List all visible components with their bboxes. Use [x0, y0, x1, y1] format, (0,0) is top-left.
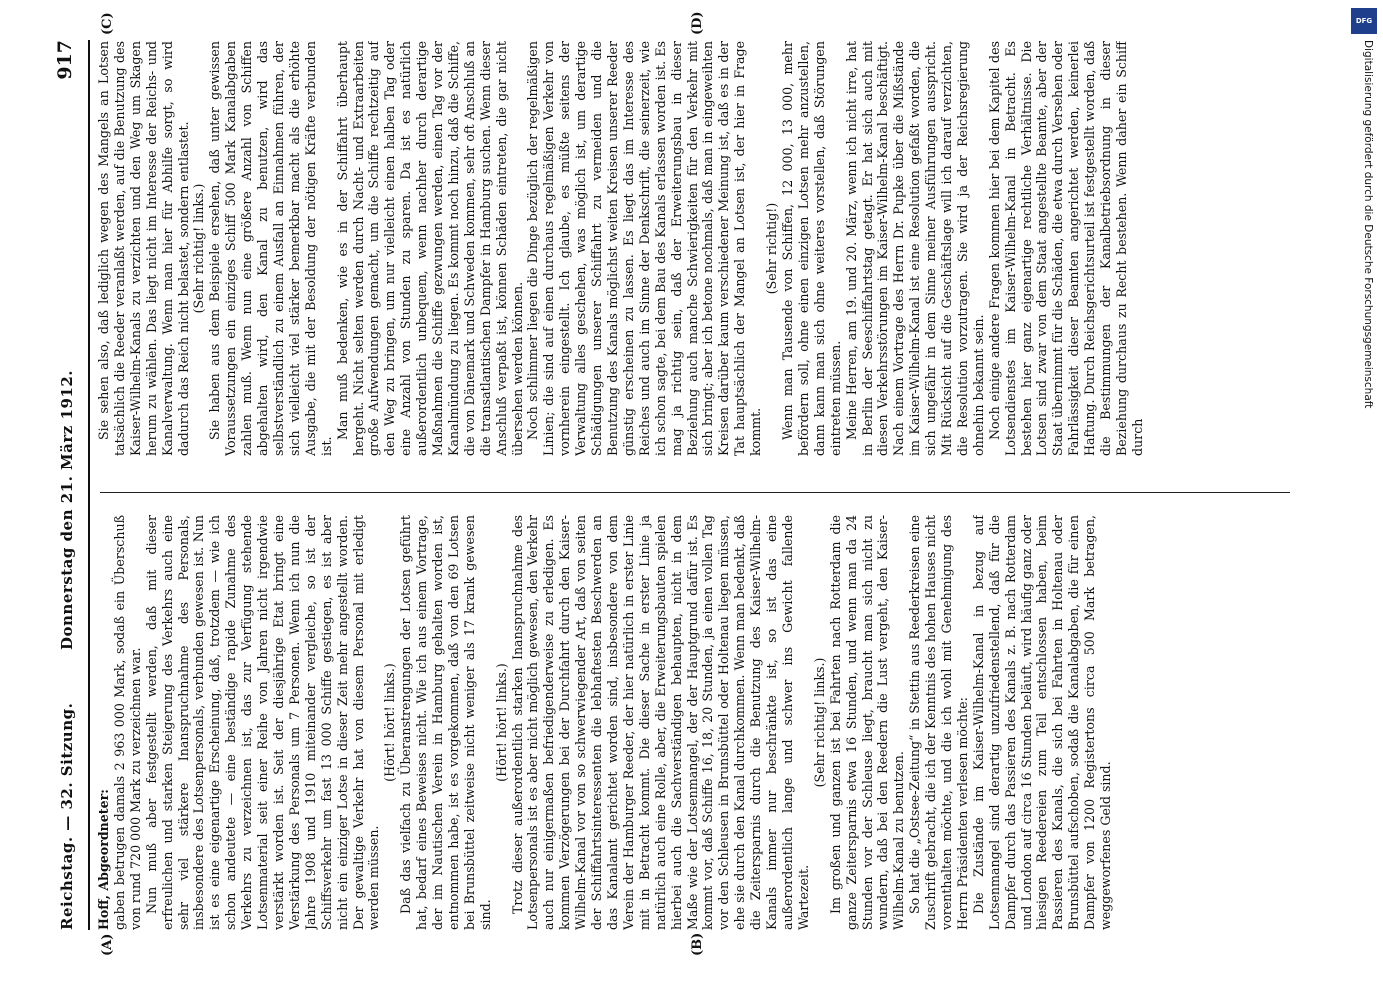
interjection: (Hört! hört! links.): [382, 663, 398, 782]
dfg-logo: DFG: [1351, 8, 1377, 34]
paragraph: Nun muß aber festgestellt werden, daß mit dieser erfreulichen und starken Steigerung des Verkehrs auch eine sehr viel stärkere Inanspruchnahme des Personals, insbesondere des Lotsenpersonals, verbunden gewesen ist. Nun ist es eine eigenartige Erscheinung, daß, trotzdem — wie ich schon andeutete — eine beständige rapide Zunahme des Verkehrs zu verzeichnen ist, das zur Verfügung stehende Lotsenmaterial seit einer Reihe von Jahren nicht irgendwie verstärkt worden ist. Seit der diesjährige Etat bringt eine Verstärkung des Personals um 7 Personen. Wenn ich nun die Jahre 1908 und 1910 miteinander vergleiche, so ist der Schiffsverkehr um fast 13 000 Schiffe gestiegen, es ist aber nicht ein einziger Lotse in dieser Zeit mehr angestellt worden. Der gewaltige Verkehr hat von diesem Personal mit erledigt werden müssen.: [143, 515, 382, 930]
digitization-credit: Digitalisierung gefördert durch die Deutsche Forschungsgemeinschaft: [1362, 40, 1374, 409]
paragraph: Man muß bedenken, wie es in der Schiffahrt überhaupt hergeht. Nicht selten werden durch Nacht- und Extraarbeiten große Aufwendungen gemacht, um die Schiffe rechtzeitig auf den Weg zu bringen, um nur vielleicht einen halben Tag oder eine Anzahl von Stunden zu sparen. Da ist es natürlich außerordentlich unbequem, wenn nachher durch derartige Maßnahmen die Schiffe gezwungen werden, einen Tag vor der Kanalmündung zu liegen. Es kommt noch hinzu, daß die Schiffe, die von Dänemark und Schweden kommen, sehr oft Anschluß an die transatlantischen Dampfer in Hamburg suchen. Wenn dieser Anschluß verpaßt ist, können Schäden eintreten, die gar nicht übersehen werden können.: [334, 41, 525, 456]
paragraph: Sie haben aus dem Beispiele ersehen, daß unter gewissen Voraussetzungen ein einziges Schiff 500 Mark Kanalabgaben zahlen muß. Wenn nun eine größere Anzahl von Schiffen abgehalten wird, den Kanal zu benutzen, wird das selbstverständlich zu einem Ausfall an Einnahmen führen, der sich vielleicht viel stärker bemerkbar macht als die erhöhte Ausgabe, die mit der Besoldung der nötigen Kräfte verbunden ist.: [207, 41, 334, 456]
right-column: [96, 41, 1291, 456]
paragraph: Wenn man Tausende von Schiffen, 12 000, 13 000, mehr befördern soll, ohne einen einzigen Lotsen mehr anzustellen, dann kann man sich ohne weiteres vorstellen, daß Störungen eintreten müssen.: [779, 41, 843, 456]
paragraph: Noch einige andere Fragen kommen hier bei dem Kapitel des Lotsendienstes im Kaiser-Wilhelm-Kanal in Betracht. Es bestehen hier ganz eigenartige rechtliche Verhältnisse. Die Lotsen sind zwar von dem Staat angestellte Beamte, aber der Staat übernimmt für die Schäden, die etwa durch Versehen oder Fahrlässigkeit dieser Beamten angerichtet werden, keinerlei Haftung. Durch Reichsgerichtsurteil ist festgestellt worden, daß die Bestimmungen der Kanalbetriebsordnung in dieser Beziehung durchaus zu Recht bestehen. Wenn daher ein Schiff durch: [986, 41, 1145, 456]
paragraph: Sie sehen also, daß lediglich wegen des Mangels an Lotsen tatsächlich die Reeder veranlaßt werden, auf die Benutzung des Kaiser-Wilhelm-Kanals zu verzichten und den Weg um Skagen herum zu wählen. Das liegt nicht im Interesse der Reichs- und Kanalverwaltung. Wenn man hier für Abhilfe sorgt, so wird dadurch das Reich nicht belastet, sondern entlastet.: [96, 41, 191, 456]
quoted-letter: Die Zustände im Kaiser-Wilhelm-Kanal in bezug auf Lotsenmangel sind derartig unzufriedenstellend, daß für die Dampfer durch das Passieren des Kanals z. B. nach Rotterdam und London auf circa 16 Stunden beläuft, wird häufig ganz oder hiesigen Reedereien zum Teil entschlossen haben, beim Passieren des Kanals, die sich bei Fahrten in Holtenau oder Brunsbüttel aufschoben, sodaß die Kanalabgaben, die für einen Dampfer von 1200 Registertons circa 500 Mark betragen, weggeworfenes Geld sind.: [970, 515, 1114, 930]
interjection: (Sehr richtig! links.): [811, 657, 827, 788]
paragraph: Daß das vielfach zu Überanstrengungen der Lotsen geführt hat, bedarf eines Beweises nicht. Wie ich aus einem Vortrage, der im Nautischen Verein in Hamburg gehalten worden ist, entnommen habe, ist es vorgekommen, daß von den 69 Lotsen bei Brunsbüttel zeitweise nicht weniger als 17 krank gewesen sind.: [398, 515, 493, 930]
paragraph: Im großen und ganzen ist bei Fahrten nach Rotterdam die ganze Zeitersparnis etwa 16 Stunden, und wenn man da 24 Stunden vor der Schleuse liegt, braucht man sich nicht zu wundern, daß bei den Reedern die Lust vergeht, den Kaiser-Wilhelm-Kanal zu benutzen.: [827, 515, 907, 930]
header-session: Reichstag. — 32. Sitzung.: [58, 702, 76, 930]
page-number: 917: [54, 40, 76, 80]
interjection: (Hört! hört! links.): [493, 663, 509, 782]
margin-marker-a: (A): [100, 933, 115, 956]
interjection: (Sehr richtig!): [764, 202, 780, 295]
paragraph: Meine Herren, am 19. und 20. März, wenn ich nicht irre, hat in Berlin der Seeschiffahrtstag getagt. Er hat sich auch mit diesen Verkehrsstörungen im Kaiser-Wilhelm-Kanal beschäftigt. Nach einem Vortrage des Herrn Dr. Pupke über die Mißstände im Kaiser-Wilhelm-Kanal ist eine Resolution gefaßt worden, die sich ungefähr in dem Sinne meiner Ausführungen ausspricht. Mit Rücksicht auf die Geschäftslage will ich darauf verzichten, die Resolution vorzutragen. Sie wird ja der Reichsregierung ohnehin bekannt sein.: [843, 41, 986, 456]
column-rule: [100, 492, 1290, 493]
interjection: (Sehr richtig! links.): [191, 183, 207, 314]
margin-marker-c: (C): [100, 12, 115, 35]
margin-marker-d: (D): [690, 11, 705, 35]
left-column: [96, 515, 1291, 930]
header-date: Donnerstag den 21. März 1912.: [58, 370, 76, 650]
paragraph: So hat die „Ostsee-Zeitung“ in Stettin aus Reederkreisen eine Zuschrift gebracht, die ich der Kenntnis des hohen Hauses nicht vorenthalten möchte, und die ich wohl mit Genehmigung des Herrn Präsidenten verlesen möchte:: [907, 515, 970, 930]
margin-marker-b: (B): [690, 932, 705, 956]
speaker-label: Hoff, Abgeordneter:: [96, 789, 111, 930]
paragraph: Trotz dieser außerordentlich starken Inanspruchnahme des Lotsenpersonals ist es aber nicht möglich gewesen, den Verkehr auch nur einigermaßen befriedigenderweise zu erledigen. Es kommen Verzögerungen bei der Durchfahrt durch den Kaiser-Wilhelm-Kanal vor von so schwerwiegender Art, daß von seiten der Schiffahrtsinteressenten die lebhaftesten Beschwerden an das Kanalamt gerichtet worden sind, insbesondere von dem Verein der Hamburger Reeder, der hier natürlich in erster Linie mit in Betracht kommt. Die dieser Sache in erster Linie ja natürlich auch eine Rolle, aber, die Erweiterungsbauten spielen hierbei auch die Sachverständigen behaupten, nicht in dem Maße wie der Lotsenmangel, der der Hauptgrund dafür ist. Es kommt vor, daß Schiffe 16, 18, 20 Stunden, ja einen vollen Tag vor den Schleusen in Brunsbüttel oder Holtenau liegen müssen, ehe sie durch den Kanal durchkommen. Wenn man bedenkt, daß die Zeitersparnis durch die Benutzung des Kaiser-Wilhelm-Kanals immer nur beschränkte ist, so ist das eine außerordentlich lange und schwer ins Gewicht fallende Wartezeit.: [509, 515, 811, 930]
page-header: [48, 40, 90, 930]
paragraph: gaben betrugen damals 2 963 000 Mark, sodaß ein Überschuß von rund 720 000 Mark zu verzeichnen war.: [111, 515, 143, 930]
paragraph: Noch schlimmer liegen die Dinge bezüglich der regelmäßigen Linien; die sind auf einen durchaus regelmäßigen Verkehr von vornherein eingestellt. Ich glaube, es müßte seitens der Verwaltung alles geschehen, was möglich ist, um derartige Schädigungen unserer Schiffahrt zu vermeiden und die Benutzung des Kanals möglichst weiten Kreisen unserer Reeder günstig erscheinen zu lassen. Es liegt das im Interesse des Reiches und auch im Sinne der Denkschrift, die seinerzeit, wie ich schon sagte, bei dem Bau des Kanals erlassen worden ist. Es mag ja richtig sein, daß der Erweiterungsbau in dieser Beziehung auch manche Schwierigkeiten für den Verkehr mit sich bringt; aber ich betone nochmals, daß man in eingeweihten Kreisen darüber kaum verschiedener Meinung ist, daß es in der Tat hauptsächlich der Mangel an Lotsen ist, der hier in Frage kommt.: [525, 41, 764, 456]
